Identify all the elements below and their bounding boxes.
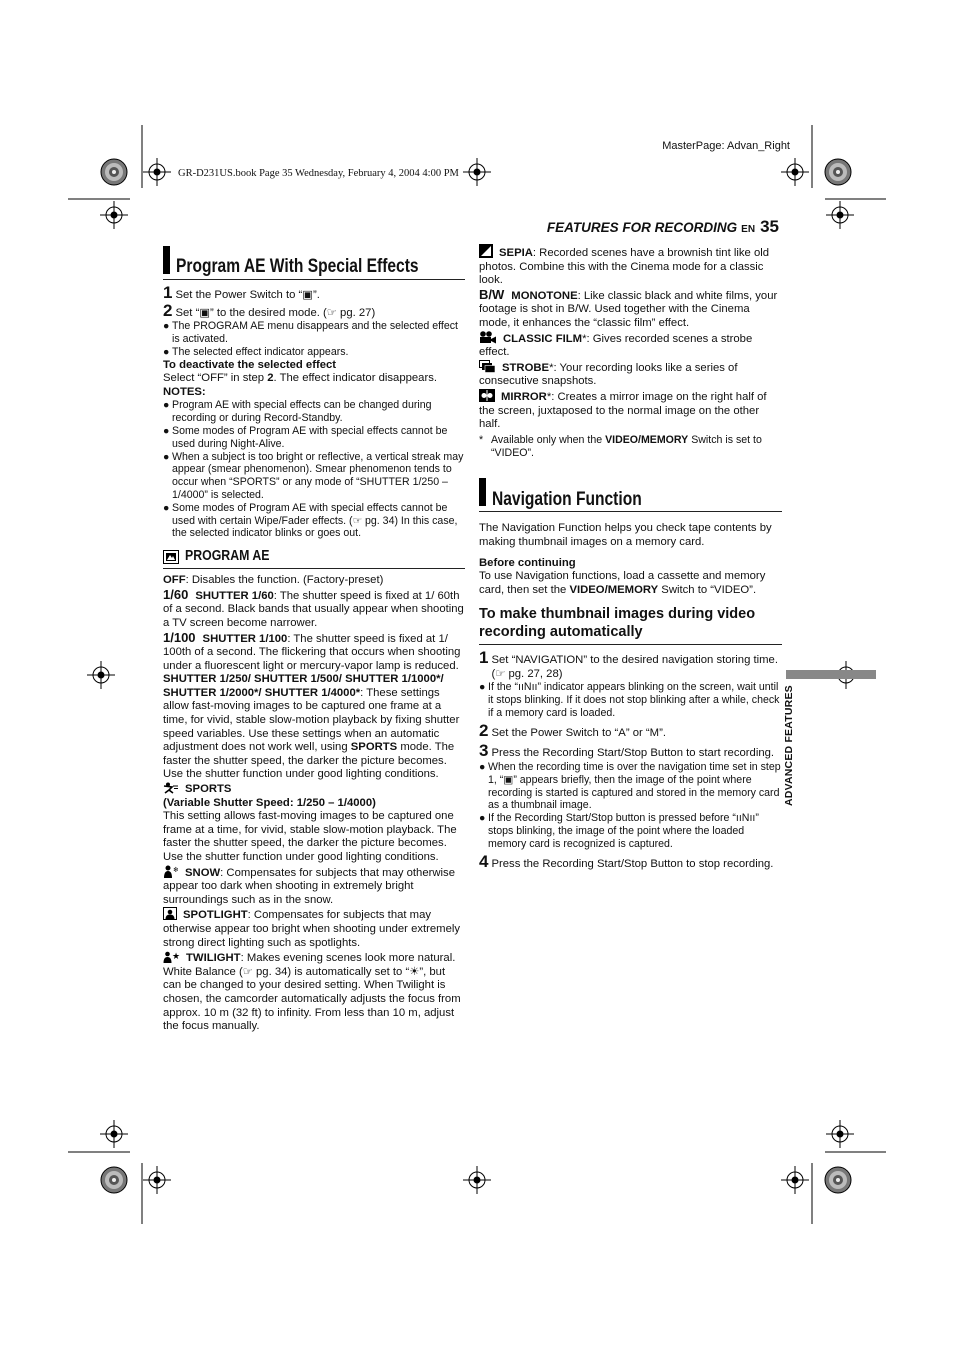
nav-intro: The Navigation Function helps you check tape contents by making thumbnail images on a memory card. [479,522,772,548]
nav-step-3: 3 Press the Recording Start/Stop Button to start recording. [479,741,775,761]
sepia-icon [479,244,493,258]
nav-step-1: 1 Set “NAVIGATION” to the desired navigation storing time. (☞ pg. 27, 28) [479,648,778,680]
step-number: 1 [163,283,173,302]
mode-snow: ❄ SNOW: Compensates for subjects that may otherwise appear too dark when shooting in extremely bright surroundings such as in the snow. [163,865,455,906]
note: ● Some modes of Program AE with special effects cannot be used during Night-Alive. [163,424,448,450]
snow-icon [163,865,179,878]
nav-step-4: 4 Press the Recording Start/Stop Button to stop recording. [479,851,774,871]
page-header [547,217,779,237]
note: ● Some modes of Program AE with special effects cannot be used with certain Wipe/Fader effects. (☞ pg. 34) In this case, the selected indicator blinks or goes out. [163,501,458,540]
mirror-icon [479,389,495,402]
section-title: Navigation Function [492,488,642,510]
note: ● When a subject is too bright or reflective, a vertical streak may appear (smear phenomenon). Smear phenomenon tends to occur when “SPORTS” or any mode of “SHUTTER 1/250 – 1/4000” is selected. [163,450,464,501]
thumbnail-subheading: To make thumbnail images during video recording automatically [479,605,782,645]
header-lang: EN [741,224,756,235]
shutter-60-badge: 1/60 [163,586,189,602]
mode-shutter-60: 1/60 SHUTTER 1/60: The shutter speed is fixed at 1/ 60th of a second. Black bands that usually appear when shooting a TV screen become narrower. [163,586,464,629]
bullet: ● When the recording time is over the navigation time set in step 1, “▣” appears briefly, then the image of the point where recording is started is captured and stored in the memory card as a thumbnail image. [479,761,781,812]
mode-sports: SPORTS [163,782,465,797]
bullet: ● The selected effect indicator appears. [163,345,349,358]
bullet: ● If the “ııNıı” indicator appears blinking on the screen, wait until it stops blinking. If it does not stop blinking after a while, check if a memory card is loaded. [479,681,780,720]
deactivate-text: Select “OFF” in step 2. The effect indicator disappears. [163,372,438,385]
section-heading-program-ae [163,246,465,280]
side-tab-label: ADVANCED FEATURES [783,685,795,806]
spotlight-icon [163,907,177,920]
left-column [163,246,465,1034]
sports-subtitle: (Variable Shutter Speed: 1/250 – 1/4000) [163,796,376,809]
mode-strobe: STROBE*: Your recording looks like a series of consecutive snapshots. [479,361,738,388]
step-text: Set the Power Switch to “▣”. [175,289,320,301]
before-heading: Before continuing [479,556,576,569]
page-number: 35 [760,217,779,236]
right-column [479,244,782,871]
program-ae-title: PROGRAM AE [185,548,270,565]
svg-text:❄: ❄ [173,865,179,874]
svg-text:★: ★ [172,952,180,963]
header-title: FEATURES FOR RECORDING [546,220,738,235]
shutter-100-badge: 1/100 [163,629,196,645]
mode-shutters: SHUTTER 1/250/ SHUTTER 1/500/ SHUTTER 1/1000*/ SHUTTER 1/2000*/ SHUTTER 1/4000*: These settings allow fast-moving images to be captured one frame at a time, for vivid, stable slow-motion playback by fixing shutter speed variables. Use these settings when an automatic adjustment does not work well, using SPORTS mode. The faster the shutter speed, the darker the picture becomes. Use the shutter function under good lighting conditions. [163,673,460,781]
mode-mirror: MIRROR*: Creates a mirror image on the right half of the screen, juxtaposed to the normal image on the other half. [479,390,767,431]
mode-monotone: B/W MONOTONE: Like classic black and white films, your footage is shot in B/W. Used together with the Cinema mode, it enhances the “classic film” effect. [479,286,778,329]
program-ae-icon [163,550,179,564]
heading-bar [163,246,170,274]
notes-heading: NOTES: [163,385,206,398]
mode-sepia: SEPIA: Recorded scenes have a brownish tint like old photos. Combine this with the Cinema mode for a classic look. [479,244,782,288]
mode-classic-film: CLASSIC FILM*: Gives recorded scenes a strobe effect. [479,332,753,359]
deactivate-heading: To deactivate the selected effect [163,358,337,371]
strobe-icon [479,360,496,373]
mode-twilight: ★ TWILIGHT: Makes evening scenes look more natural. White Balance (☞ pg. 34) is automatically set to “☀”, but can be changed to your desired setting. When Twilight is chosen, the camcorder automatically adjusts the focus from approx. 10 m (32 ft) to infinity. From less than 10 m, adjust the focus manually. [163,952,461,1033]
note: ● Program AE with special effects can be changed during recording or during Record-Standby. [163,399,432,425]
master-page-label: MasterPage: Advan_Right [662,140,790,152]
step-number: 2 [163,300,173,320]
side-tab-bar [786,670,876,679]
program-ae-heading [163,550,465,569]
bw-badge: B/W [479,286,505,302]
print-slug: GR-D231US.book Page 35 Wednesday, February 4, 2004 4:00 PM [178,168,459,179]
section-heading-navigation [479,478,782,512]
heading-bar [479,478,486,506]
before-text: To use Navigation functions, load a cassette and memory card, then set the VIDEO/MEMORY Switch to “VIDEO”. [479,570,766,596]
mode-off: OFF: Disables the function. (Factory-preset) [163,574,384,587]
step-text: Set “▣” to the desired mode. (☞ pg. 27) [175,306,376,319]
nav-step-2: 2 Set the Power Switch to “A” or “M”. [479,720,666,740]
bullet: ● If the Recording Start/Stop button is pressed before “ııNıı” stops blinking, the image of the point where the loaded memory card is recognized is captured. [479,812,759,850]
mode-spotlight: SPOTLIGHT: Compensates for subjects that may otherwise appear too bright when shooting under extremely strong direct lighting such as spotlights. [163,909,461,949]
step-1 [163,285,465,303]
bullet: ● The PROGRAM AE menu disappears and the selected effect is activated. [163,320,458,345]
step-2 [163,300,465,321]
classic-film-icon [479,331,497,344]
sports-text: This setting allows fast-moving images to be captured one frame at a time, for vivid, stable slow-motion playback. The faster the shutter speed, the darker the picture becomes. Use the shutter function under good lighting conditions. [163,810,457,863]
section-title: Program AE With Special Effects [176,256,419,278]
sports-icon [163,782,179,794]
mode-shutter-100: 1/100 SHUTTER 1/100: The shutter speed is fixed at 1/ 100th of a second. The flickering that occurs when shooting under a fluorescent light or mercury-vapor lamp is reduced. [163,629,461,672]
twilight-icon [163,950,180,963]
footnote: * Available only when the VIDEO/MEMORY Switch is set to “VIDEO”. [479,433,762,459]
